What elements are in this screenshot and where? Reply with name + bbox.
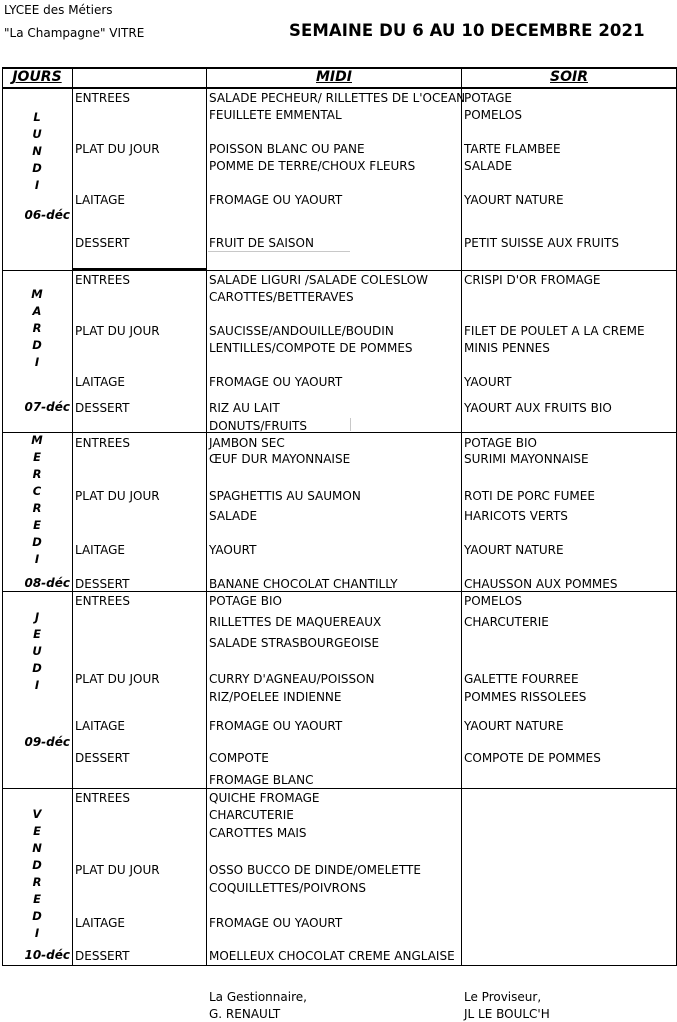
table-bottom-border	[2, 965, 677, 966]
column-header-soir: SOIR	[550, 69, 588, 85]
midi-dish: SALADE	[209, 509, 258, 523]
day-letter: A	[32, 304, 42, 318]
midi-dish: OSSO BUCCO DE DINDE/OMELETTE	[209, 863, 421, 877]
day-letter: D	[32, 161, 42, 175]
day-letter: J	[34, 610, 40, 624]
soir-dish: YAOURT AUX FRUITS BIO	[464, 401, 612, 415]
column-header-jours: JOURS	[12, 69, 62, 85]
soir-dish: YAOURT NATURE	[464, 193, 564, 207]
gestionnaire-title: La Gestionnaire,	[209, 990, 307, 1004]
soir-dish: ROTI DE PORC FUMEE	[464, 489, 595, 503]
gestionnaire-name: G. RENAULT	[209, 1007, 281, 1021]
soir-dish: TARTE FLAMBEE	[464, 142, 561, 156]
course-label: DESSERT	[75, 401, 130, 415]
day-separator-bold	[72, 268, 207, 270]
column-header-midi: MIDI	[316, 69, 352, 85]
day-letter: R	[32, 875, 42, 889]
soir-dish: YAOURT	[464, 375, 512, 389]
day-letter: U	[32, 644, 42, 658]
course-label: PLAT DU JOUR	[75, 324, 160, 338]
day-letter: R	[32, 467, 42, 481]
day-letter: R	[32, 501, 42, 515]
soir-dish: POMMES RISSOLEES	[464, 690, 587, 704]
soir-dish: COMPOTE DE POMMES	[464, 751, 601, 765]
soir-dish: PETIT SUISSE AUX FRUITS	[464, 236, 619, 250]
course-label: LAITAGE	[75, 916, 125, 930]
midi-dish: YAOURT	[209, 543, 257, 557]
midi-dish: FROMAGE OU YAOURT	[209, 375, 343, 389]
soir-dish: YAOURT NATURE	[464, 543, 564, 557]
soir-dish: POMELOS	[464, 594, 522, 608]
day-letter: I	[34, 355, 40, 369]
soir-dish: POTAGE BIO	[464, 436, 537, 450]
midi-dish: SAUCISSE/ANDOUILLE/BOUDIN	[209, 324, 394, 338]
day-letter: I	[34, 178, 40, 192]
soir-dish: FILET DE POULET A LA CREME	[464, 324, 645, 338]
midi-dish: POISSON BLANC OU PANE	[209, 142, 365, 156]
soir-dish: CHARCUTERIE	[464, 615, 549, 629]
soir-dish: SURIMI MAYONNAISE	[464, 452, 589, 466]
day-letter: U	[32, 127, 42, 141]
day-separator	[2, 788, 677, 789]
soir-dish: MINIS PENNES	[464, 341, 550, 355]
midi-dish: FROMAGE BLANC	[209, 773, 314, 787]
midi-dish: LENTILLES/COMPOTE DE POMMES	[209, 341, 413, 355]
course-label: DESSERT	[75, 577, 130, 591]
day-letter: N	[32, 841, 42, 855]
day-separator	[2, 432, 677, 433]
day-letter: E	[33, 518, 41, 532]
school-subname: "La Champagne" VITRE	[4, 26, 145, 40]
midi-dish: FROMAGE OU YAOURT	[209, 916, 343, 930]
day-letter: L	[33, 110, 41, 124]
day-separator	[2, 270, 677, 271]
soir-dish: GALETTE FOURREE	[464, 672, 579, 686]
day-letter: N	[32, 144, 42, 158]
soir-dish: POMELOS	[464, 108, 522, 122]
proviseur-name: JL LE BOULC'H	[464, 1007, 550, 1021]
soir-dish: POTAGE	[464, 91, 512, 105]
course-label: PLAT DU JOUR	[75, 489, 160, 503]
midi-dish: ŒUF DUR MAYONNAISE	[209, 452, 351, 466]
faint-rule	[208, 251, 350, 252]
course-label: PLAT DU JOUR	[75, 863, 160, 877]
course-label: LAITAGE	[75, 719, 125, 733]
course-label: ENTREES	[75, 594, 131, 608]
day-letter: R	[32, 321, 42, 335]
page-title: SEMAINE DU 6 AU 10 DECEMBRE 2021	[289, 21, 645, 40]
day-letter: C	[32, 484, 42, 498]
midi-dish: COQUILLETTES/POIVRONS	[209, 881, 367, 895]
midi-dish: SALADE PECHEUR/ RILLETTES DE L'OCEAN	[209, 91, 466, 105]
course-label: DESSERT	[75, 949, 130, 963]
header-bottom-border	[2, 87, 677, 89]
course-label: LAITAGE	[75, 193, 125, 207]
day-separator	[2, 591, 677, 592]
course-label: DESSERT	[75, 751, 130, 765]
midi-dish: SPAGHETTIS AU SAUMON	[209, 489, 361, 503]
midi-dish: CHARCUTERIE	[209, 808, 294, 822]
day-letter: M	[31, 287, 43, 301]
midi-dish: FRUIT DE SAISON	[209, 236, 314, 250]
midi-dish: MOELLEUX CHOCOLAT CREME ANGLAISE	[209, 949, 455, 963]
midi-dish: POTAGE BIO	[209, 594, 282, 608]
day-date: 09-déc	[24, 735, 70, 749]
midi-dish: RIZ/POELEE INDIENNE	[209, 690, 342, 704]
day-letter: D	[32, 338, 42, 352]
course-label: PLAT DU JOUR	[75, 142, 160, 156]
day-letter: E	[33, 892, 41, 906]
soir-dish: CHAUSSON AUX POMMES	[464, 577, 618, 591]
day-letter: I	[34, 678, 40, 692]
course-label: LAITAGE	[75, 375, 125, 389]
soir-dish: SALADE	[464, 159, 513, 173]
faint-rule	[350, 418, 351, 431]
course-label: ENTREES	[75, 273, 131, 287]
midi-dish: FROMAGE OU YAOURT	[209, 719, 343, 733]
midi-dish: CAROTTES/BETTERAVES	[209, 290, 354, 304]
day-letter: D	[32, 661, 42, 675]
soir-dish: CRISPI D'OR FROMAGE	[464, 273, 601, 287]
proviseur-title: Le Proviseur,	[464, 990, 542, 1004]
midi-dish: RILLETTES DE MAQUEREAUX	[209, 615, 382, 629]
course-label: DESSERT	[75, 236, 130, 250]
midi-dish: BANANE CHOCOLAT CHANTILLY	[209, 577, 398, 591]
midi-dish: CURRY D'AGNEAU/POISSON	[209, 672, 375, 686]
course-label: ENTREES	[75, 436, 131, 450]
midi-dish: CAROTTES MAIS	[209, 826, 307, 840]
course-label: ENTREES	[75, 791, 131, 805]
day-letter: V	[32, 807, 42, 821]
school-name: LYCEE des Métiers	[4, 3, 113, 17]
day-letter: E	[33, 627, 41, 641]
midi-dish: POMME DE TERRE/CHOUX FLEURS	[209, 159, 416, 173]
soir-dish: YAOURT NATURE	[464, 719, 564, 733]
day-letter: E	[33, 824, 41, 838]
midi-dish: FROMAGE OU YAOURT	[209, 193, 343, 207]
course-label: LAITAGE	[75, 543, 125, 557]
label-column-border	[206, 67, 207, 965]
soir-dish: HARICOTS VERTS	[464, 509, 568, 523]
course-label: PLAT DU JOUR	[75, 672, 160, 686]
day-date: 07-déc	[24, 400, 70, 414]
day-letter: D	[32, 909, 42, 923]
day-date: 06-déc	[24, 208, 70, 222]
day-letter: I	[34, 552, 40, 566]
day-date: 10-déc	[24, 948, 70, 962]
midi-dish: SALADE LIGURI /SALADE COLESLOW	[209, 273, 429, 287]
day-letter: D	[32, 858, 42, 872]
day-letter: I	[34, 926, 40, 940]
course-label: ENTREES	[75, 91, 131, 105]
midi-column-border	[461, 67, 462, 965]
midi-dish: FEUILLETE EMMENTAL	[209, 108, 342, 122]
midi-dish: DONUTS/FRUITS	[209, 419, 307, 433]
day-date: 08-déc	[24, 576, 70, 590]
midi-dish: QUICHE FROMAGE	[209, 791, 320, 805]
midi-dish: SALADE STRASBOURGEOISE	[209, 636, 380, 650]
day-letter: M	[31, 433, 43, 447]
midi-dish: RIZ AU LAIT	[209, 401, 280, 415]
day-letter: E	[33, 450, 41, 464]
midi-dish: JAMBON SEC	[209, 436, 285, 450]
jours-column-border	[72, 67, 73, 965]
day-letter: D	[32, 535, 42, 549]
midi-dish: COMPOTE	[209, 751, 269, 765]
